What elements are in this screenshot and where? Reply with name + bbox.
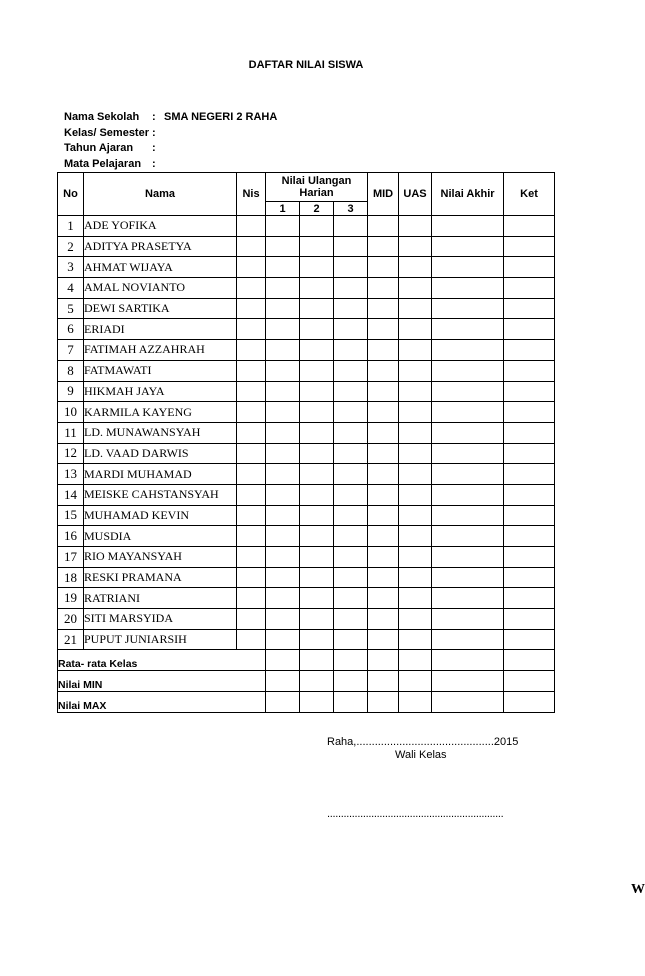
table-row (58, 547, 555, 568)
grade-cell (368, 547, 399, 568)
info-row-year (64, 141, 277, 157)
grade-cell (266, 609, 300, 630)
grade-cell (300, 464, 334, 485)
grade-cell (266, 422, 300, 443)
wali-kelas-label: Wali Kelas (395, 749, 447, 761)
grade-cell (368, 588, 399, 609)
info-label: Mata Pelajaran (64, 157, 142, 170)
grade-cell (334, 236, 368, 257)
table-row (58, 257, 555, 278)
grade-cell (266, 464, 300, 485)
table-row (58, 464, 555, 485)
student-no: 4 (58, 278, 84, 299)
grade-cell (300, 360, 334, 381)
grade-cell (266, 443, 300, 464)
grade-cell (504, 298, 555, 319)
grade-cell (266, 402, 300, 423)
student-no: 10 (58, 402, 84, 423)
info-value: SMA NEGERI 2 RAHA (164, 111, 278, 123)
student-no: 1 (58, 216, 84, 237)
student-name: RESKI PRAMANA (84, 567, 237, 588)
grade-cell (300, 588, 334, 609)
grade-cell (266, 278, 300, 299)
grade-cell (368, 278, 399, 299)
grade-cell (504, 422, 555, 443)
grade-cell (504, 319, 555, 340)
grade-cell (368, 340, 399, 361)
grade-cell (300, 422, 334, 443)
grade-cell (334, 547, 368, 568)
grade-cell (504, 381, 555, 402)
student-name: ERIADI (84, 319, 237, 340)
grade-cell (504, 216, 555, 237)
info-separator: : (152, 142, 156, 154)
grade-cell (399, 402, 432, 423)
header-no: No (58, 173, 84, 216)
grade-cell (432, 464, 504, 485)
student-name: MEISKE CAHSTANSYAH (84, 484, 237, 505)
summary-cell (432, 691, 504, 712)
summary-cell (504, 671, 555, 692)
grade-cell (504, 464, 555, 485)
table-row (58, 340, 555, 361)
grade-cell (266, 484, 300, 505)
grade-cell (399, 609, 432, 630)
student-name: SITI MARSYIDA (84, 609, 237, 630)
student-name: FATMAWATI (84, 360, 237, 381)
student-name: HIKMAH JAYA (84, 381, 237, 402)
student-name: MUSDIA (84, 526, 237, 547)
student-no: 11 (58, 422, 84, 443)
summary-cell (334, 671, 368, 692)
grade-cell (399, 381, 432, 402)
header-ulangan: Nilai Ulangan Harian (266, 173, 368, 202)
student-name: ADE YOFIKA (84, 216, 237, 237)
grade-cell (266, 629, 300, 650)
summary-cell (432, 671, 504, 692)
grade-cell (368, 629, 399, 650)
grade-cell (237, 609, 266, 630)
grade-cell (399, 278, 432, 299)
grade-cell (237, 298, 266, 319)
grade-cell (300, 236, 334, 257)
summary-cell (300, 691, 334, 712)
grade-cell (399, 360, 432, 381)
header-nilai-akhir: Nilai Akhir (432, 173, 504, 216)
grade-cell (432, 567, 504, 588)
grade-cell (300, 609, 334, 630)
grade-cell (368, 298, 399, 319)
grade-cell (432, 505, 504, 526)
grade-cell (300, 257, 334, 278)
summary-row (58, 691, 555, 712)
grade-cell (504, 257, 555, 278)
student-no: 3 (58, 257, 84, 278)
grade-cell (334, 629, 368, 650)
grade-cell (504, 588, 555, 609)
student-name: AMAL NOVIANTO (84, 278, 237, 299)
student-no: 5 (58, 298, 84, 319)
grade-cell (504, 547, 555, 568)
grade-cell (334, 588, 368, 609)
grade-cell (300, 319, 334, 340)
student-name: PUPUT JUNIARSIH (84, 629, 237, 650)
summary-cell (399, 691, 432, 712)
student-no: 7 (58, 340, 84, 361)
grade-cell (368, 319, 399, 340)
grade-cell (399, 340, 432, 361)
grade-cell (504, 629, 555, 650)
student-rows (58, 216, 555, 650)
grade-cell (399, 257, 432, 278)
student-name: KARMILA KAYENG (84, 402, 237, 423)
signature-line: ................................................................ (327, 808, 504, 820)
grade-cell (368, 216, 399, 237)
summary-cell (432, 650, 504, 671)
summary-cell (266, 691, 300, 712)
grade-cell (368, 402, 399, 423)
grade-cell (368, 360, 399, 381)
student-no: 16 (58, 526, 84, 547)
table-row (58, 298, 555, 319)
summary-cell (266, 671, 300, 692)
table-row (58, 588, 555, 609)
grade-cell (399, 629, 432, 650)
grade-cell (334, 422, 368, 443)
grade-cell (334, 443, 368, 464)
student-no: 13 (58, 464, 84, 485)
grade-cell (266, 381, 300, 402)
grade-cell (300, 547, 334, 568)
grade-cell (300, 484, 334, 505)
summary-cell (368, 650, 399, 671)
info-label: Tahun Ajaran (64, 142, 134, 154)
grade-cell (237, 588, 266, 609)
grade-cell (300, 526, 334, 547)
grade-cell (266, 360, 300, 381)
summary-cell (399, 650, 432, 671)
info-row-class (64, 126, 277, 142)
student-no: 12 (58, 443, 84, 464)
student-name: AHMAT WIJAYA (84, 257, 237, 278)
header-ulangan-1: 1 (266, 202, 300, 216)
document-title: DAFTAR NILAI SISWA (248, 59, 364, 71)
student-name: MARDI MUHAMAD (84, 464, 237, 485)
summary-rows (58, 650, 555, 712)
info-row-subject (64, 157, 277, 173)
grade-cell (399, 236, 432, 257)
student-name: LD. VAAD DARWIS (84, 443, 237, 464)
grade-cell (334, 526, 368, 547)
grade-cell (368, 484, 399, 505)
school-info (64, 110, 277, 172)
grade-cell (504, 505, 555, 526)
grade-cell (368, 464, 399, 485)
grade-cell (399, 588, 432, 609)
summary-label: Nilai MAX (58, 691, 266, 712)
grade-cell (300, 402, 334, 423)
student-name: MUHAMAD KEVIN (84, 505, 237, 526)
grade-cell (334, 319, 368, 340)
grades-table (57, 172, 555, 713)
grade-cell (237, 443, 266, 464)
table-row (58, 422, 555, 443)
grade-cell (504, 484, 555, 505)
student-no: 21 (58, 629, 84, 650)
grade-cell (266, 298, 300, 319)
grade-cell (432, 547, 504, 568)
table-row (58, 526, 555, 547)
grade-cell (399, 216, 432, 237)
grade-cell (300, 216, 334, 237)
header-ket: Ket (504, 173, 555, 216)
grade-cell (334, 298, 368, 319)
summary-label: Rata- rata Kelas (58, 650, 266, 671)
grade-cell (368, 422, 399, 443)
info-label: Nama Sekolah (64, 111, 140, 123)
student-no: 8 (58, 360, 84, 381)
grade-cell (300, 278, 334, 299)
grade-cell (399, 464, 432, 485)
grade-cell (432, 278, 504, 299)
summary-cell (504, 650, 555, 671)
grade-cell (334, 360, 368, 381)
grade-cell (334, 484, 368, 505)
grade-cell (368, 526, 399, 547)
grade-cell (432, 381, 504, 402)
grade-cell (237, 402, 266, 423)
student-no: 6 (58, 319, 84, 340)
grade-cell (368, 505, 399, 526)
grade-cell (432, 422, 504, 443)
header-uas: UAS (399, 173, 432, 216)
grade-cell (399, 526, 432, 547)
grade-cell (399, 567, 432, 588)
student-no: 19 (58, 588, 84, 609)
grade-cell (432, 526, 504, 547)
student-name: RIO MAYANSYAH (84, 547, 237, 568)
grade-cell (368, 443, 399, 464)
student-no: 18 (58, 567, 84, 588)
grade-cell (237, 257, 266, 278)
grade-cell (504, 360, 555, 381)
info-separator: : (152, 157, 156, 170)
summary-cell (504, 691, 555, 712)
student-no: 20 (58, 609, 84, 630)
table-row (58, 443, 555, 464)
summary-cell (399, 671, 432, 692)
header-nama: Nama (84, 173, 237, 216)
table-row (58, 381, 555, 402)
grade-cell (237, 505, 266, 526)
grade-cell (237, 360, 266, 381)
grade-cell (432, 609, 504, 630)
student-name: FATIMAH AZZAHRAH (84, 340, 237, 361)
grade-cell (334, 505, 368, 526)
grade-cell (504, 340, 555, 361)
grade-cell (432, 298, 504, 319)
table-row (58, 319, 555, 340)
table-row (58, 402, 555, 423)
grade-cell (368, 609, 399, 630)
grade-cell (237, 629, 266, 650)
student-no: 2 (58, 236, 84, 257)
student-no: 17 (58, 547, 84, 568)
summary-row (58, 671, 555, 692)
table-row (58, 609, 555, 630)
place-date: Raha,.............................................2015 (327, 736, 519, 748)
grade-cell (432, 216, 504, 237)
grade-cell (432, 340, 504, 361)
grade-cell (334, 609, 368, 630)
grade-cell (237, 216, 266, 237)
grade-cell (334, 278, 368, 299)
grade-cell (334, 402, 368, 423)
grade-cell (334, 567, 368, 588)
grade-cell (504, 567, 555, 588)
grade-cell (266, 588, 300, 609)
grade-cell (432, 629, 504, 650)
grade-cell (237, 319, 266, 340)
grade-cell (334, 340, 368, 361)
info-separator: : (152, 126, 156, 139)
summary-label: Nilai MIN (58, 671, 266, 692)
table-row (58, 505, 555, 526)
student-name: LD. MUNAWANSYAH (84, 422, 237, 443)
grade-cell (300, 298, 334, 319)
table-row (58, 567, 555, 588)
student-no: 14 (58, 484, 84, 505)
grade-cell (266, 340, 300, 361)
grade-cell (237, 278, 266, 299)
grade-cell (504, 609, 555, 630)
grade-cell (237, 464, 266, 485)
grade-cell (432, 484, 504, 505)
summary-cell (300, 671, 334, 692)
table-row (58, 278, 555, 299)
grade-cell (237, 484, 266, 505)
grade-cell (334, 464, 368, 485)
grade-cell (266, 319, 300, 340)
grade-cell (432, 588, 504, 609)
grade-cell (399, 298, 432, 319)
summary-cell (266, 650, 300, 671)
grade-cell (266, 567, 300, 588)
grade-cell (334, 216, 368, 237)
grade-cell (432, 236, 504, 257)
grade-cell (504, 526, 555, 547)
edge-text: W (631, 882, 645, 897)
header-ulangan-3: 3 (334, 202, 368, 216)
grade-cell (504, 402, 555, 423)
student-name: RATRIANI (84, 588, 237, 609)
grade-cell (504, 278, 555, 299)
grade-cell (300, 567, 334, 588)
table-row (58, 236, 555, 257)
grade-cell (504, 236, 555, 257)
table-row (58, 360, 555, 381)
grade-cell (399, 443, 432, 464)
summary-cell (334, 691, 368, 712)
grade-cell (237, 547, 266, 568)
grade-cell (399, 547, 432, 568)
grade-cell (334, 257, 368, 278)
grade-cell (237, 422, 266, 443)
table-row (58, 216, 555, 237)
grade-cell (432, 443, 504, 464)
grade-cell (399, 319, 432, 340)
info-row-school (64, 110, 277, 126)
grade-cell (300, 629, 334, 650)
header-nis: Nis (237, 173, 266, 216)
grade-cell (300, 505, 334, 526)
grade-cell (266, 547, 300, 568)
student-no: 15 (58, 505, 84, 526)
summary-cell (368, 671, 399, 692)
grade-cell (300, 443, 334, 464)
grade-cell (368, 567, 399, 588)
grade-cell (432, 319, 504, 340)
grade-cell (368, 257, 399, 278)
grade-cell (266, 216, 300, 237)
summary-cell (300, 650, 334, 671)
grade-cell (399, 484, 432, 505)
grade-cell (432, 257, 504, 278)
grade-cell (300, 340, 334, 361)
info-label: Kelas/ Semester (64, 126, 149, 139)
header-ulangan-2: 2 (300, 202, 334, 216)
student-name: ADITYA PRASETYA (84, 236, 237, 257)
grade-cell (432, 360, 504, 381)
grade-cell (266, 505, 300, 526)
table-row (58, 629, 555, 650)
student-name: DEWI SARTIKA (84, 298, 237, 319)
grade-cell (432, 402, 504, 423)
grade-cell (237, 381, 266, 402)
grade-cell (237, 340, 266, 361)
grade-cell (368, 381, 399, 402)
grade-cell (237, 567, 266, 588)
grade-cell (266, 526, 300, 547)
grade-cell (399, 505, 432, 526)
summary-cell (368, 691, 399, 712)
student-no: 9 (58, 381, 84, 402)
summary-cell (334, 650, 368, 671)
grade-cell (399, 422, 432, 443)
table-row (58, 484, 555, 505)
summary-row (58, 650, 555, 671)
grade-cell (300, 381, 334, 402)
grade-cell (504, 443, 555, 464)
grade-cell (237, 236, 266, 257)
grade-cell (334, 381, 368, 402)
grade-cell (266, 257, 300, 278)
header-mid: MID (368, 173, 399, 216)
grade-cell (266, 236, 300, 257)
grade-cell (368, 236, 399, 257)
info-separator: : (152, 111, 156, 123)
grade-cell (237, 526, 266, 547)
